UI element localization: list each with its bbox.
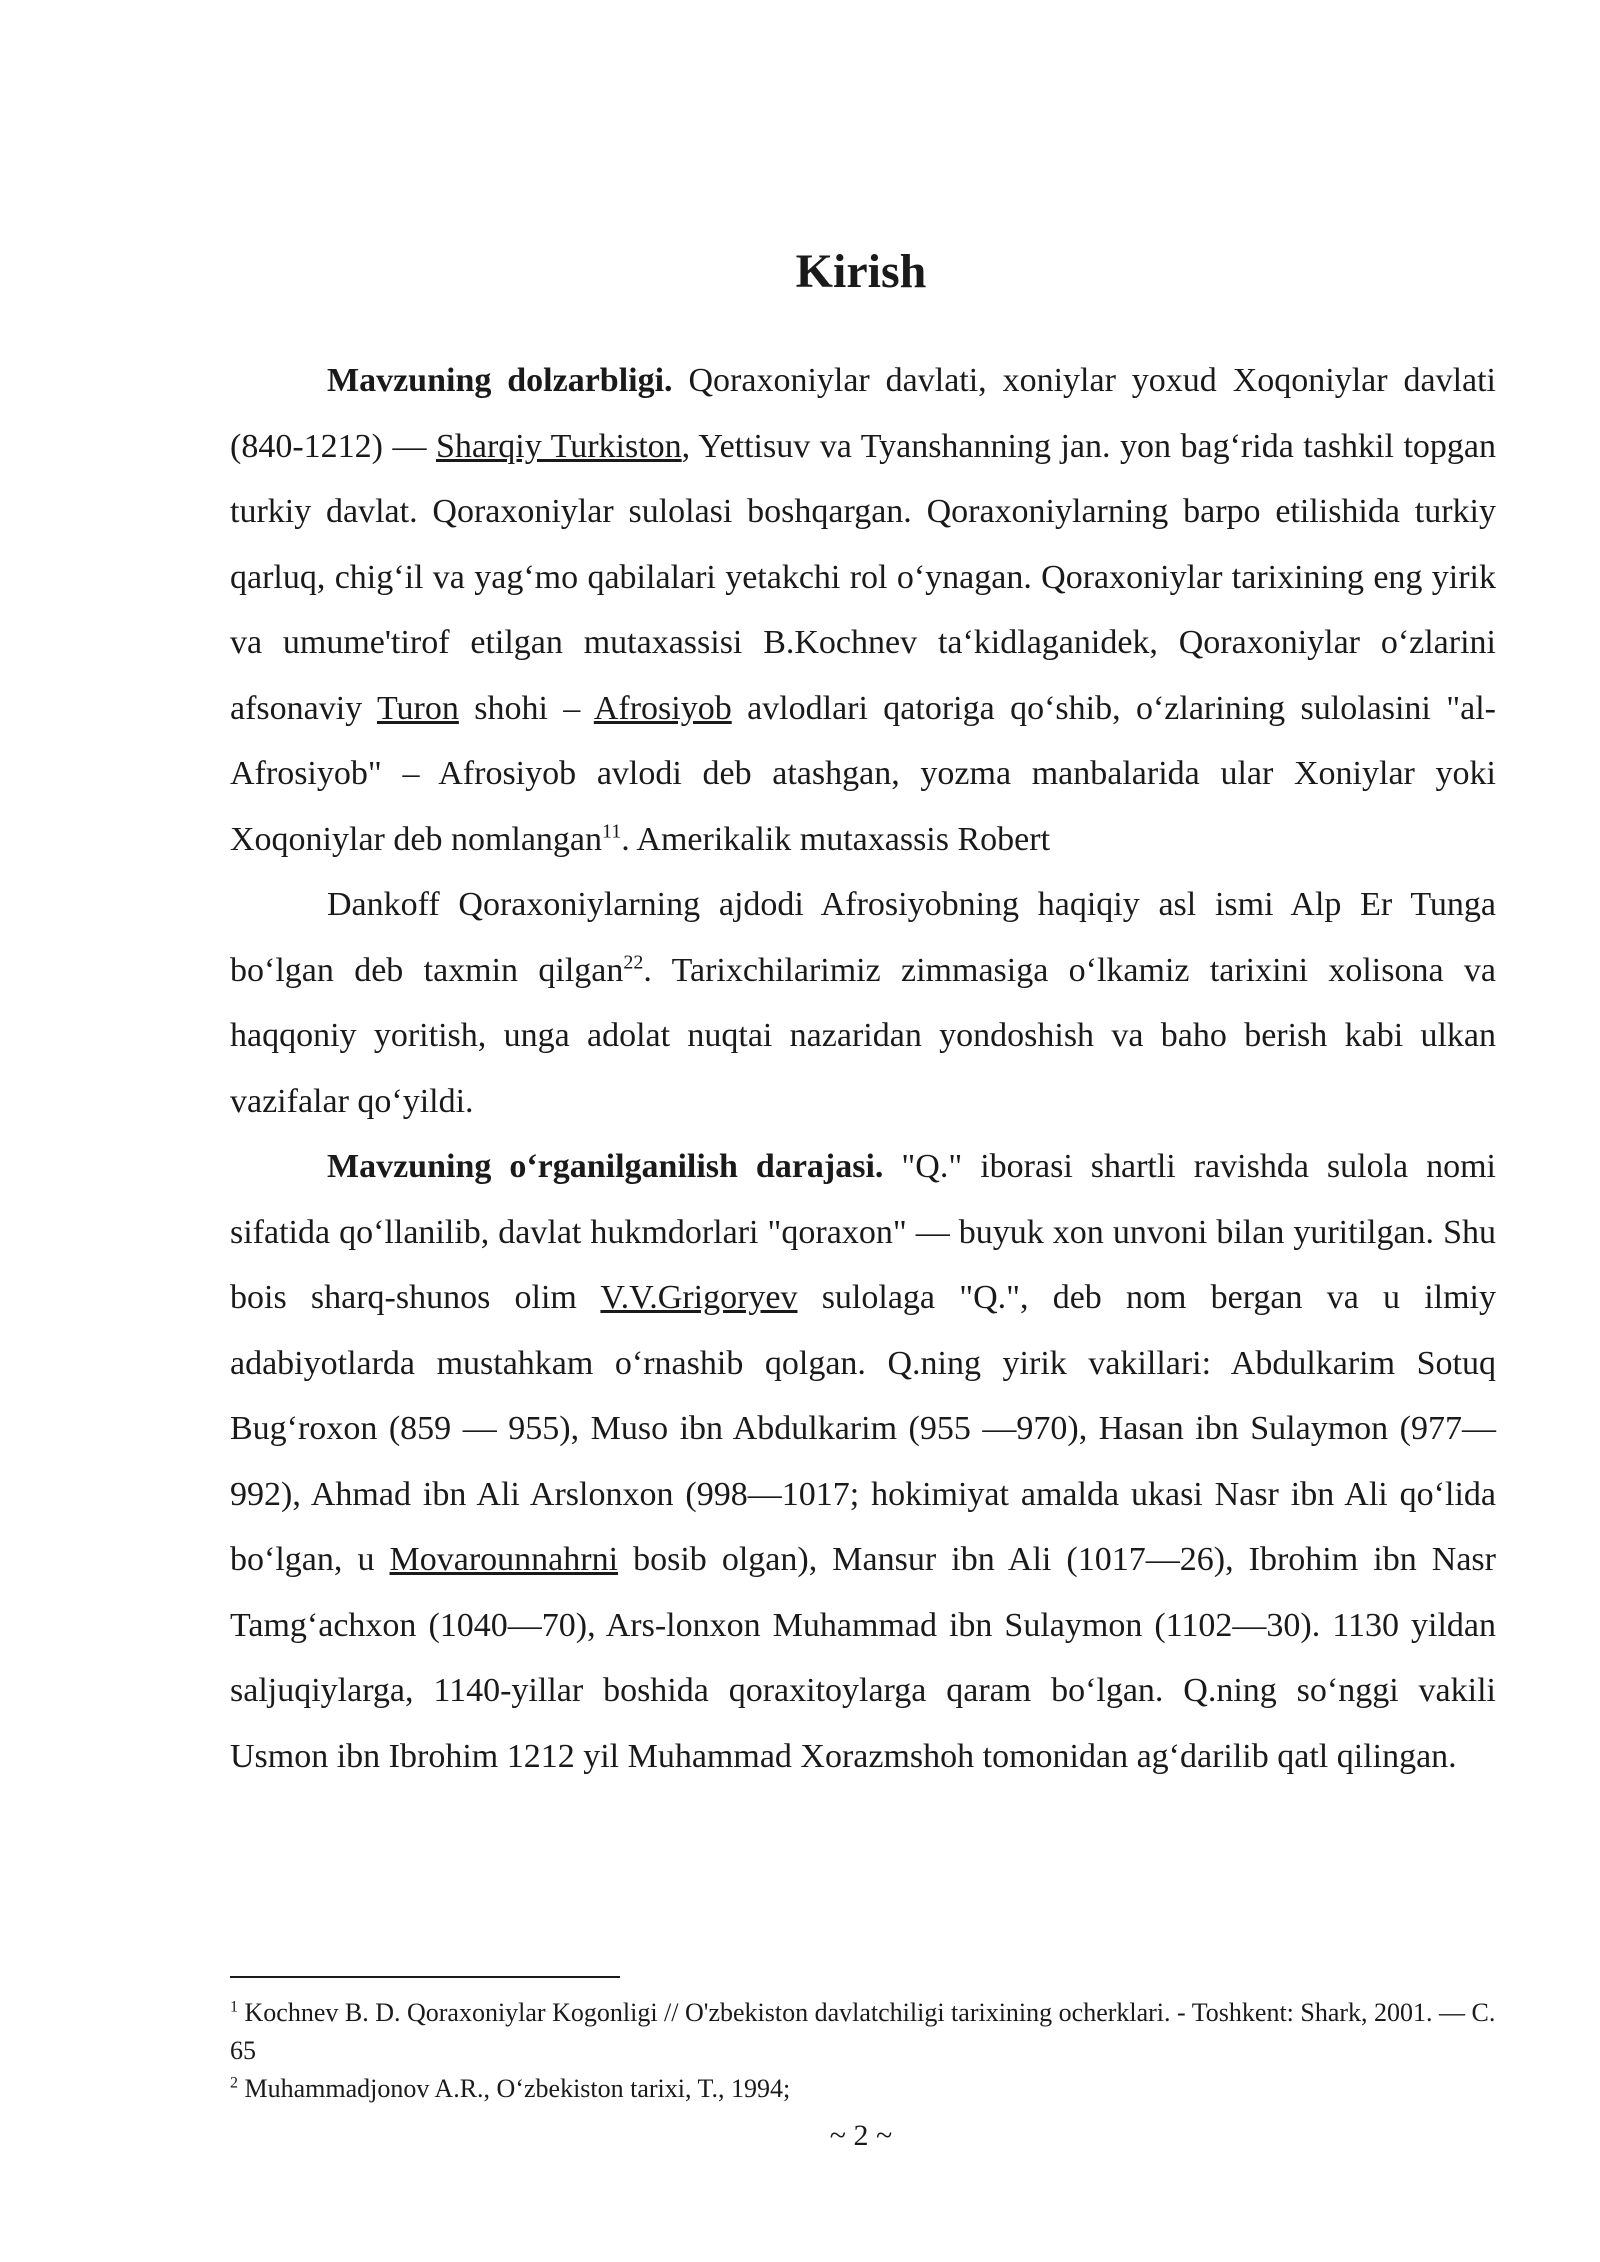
footnote-number: 2 bbox=[230, 2074, 238, 2092]
footnote-number: 1 bbox=[230, 1998, 238, 2016]
footnote-1 bbox=[230, 1994, 1496, 2070]
body-text bbox=[230, 348, 1496, 1789]
footnote-ref-1: 11 bbox=[602, 820, 622, 843]
footnote-text: Kochnev B. D. Qoraxoniylar Kogonligi // O'zbekiston davlatchiligi tarixining ocherklari. - Toshkent: Shark, 2001. — C. 65 bbox=[230, 1998, 1496, 2065]
link-sharqiy-turkiston[interactable]: Sharqiy Turkiston bbox=[435, 427, 682, 465]
text-run: . Tarixchilarimiz zimmasiga o‘lkamiz tarixini xolisona va haqqoniy yoritish, unga adolat nuqtai nazaridan yondoshish va baho berish kabi ulkan vazifalar qo‘yildi. bbox=[230, 951, 1496, 1120]
link-afrosiyob[interactable]: Afrosiyob bbox=[593, 689, 732, 727]
paragraph-relevance bbox=[230, 348, 1496, 872]
footnote-separator bbox=[230, 1976, 620, 1978]
text-run: sulolaga "Q.", deb nom bergan va u ilmiy adabiyotlarda mustahkam o‘rnashib qolgan. Q.ning yirik vakillari: Abdulkarim Sotuq Bug‘roxon (859 — 955), Muso ibn Abdulkarim (955 —970), Hasan ibn Sulaymon (977—992), Ahmad ibn Ali Arslonxon (998—1017; hokimiyat amalda ukasi Nasr ibn Ali qo‘lida bo‘lgan, u bbox=[230, 1279, 1496, 1578]
text-run: . Amerikalik mutaxassis Robert bbox=[621, 820, 1051, 858]
footnote-text: Muhammadjonov A.R., O‘zbekiston tarixi, T., 1994; bbox=[238, 2074, 791, 2103]
footnote-ref-2: 22 bbox=[623, 951, 644, 974]
page-number: ~ 2 ~ bbox=[829, 2119, 893, 2152]
text-run: bosib olgan), Mansur ibn Ali (1017—26), Ibrohim ibn Nasr Tamg‘achxon (1040—70), Ars-lonxon Muhammad ibn Sulaymon (1102—30). 1130 yildan saljuqiylarga, 1140-yillar boshida qoraxitoylarga qaram bo‘lgan. Q.ning so‘nggi vakili Usmon ibn Ibrohim 1212 yil Muhammad Xorazmshoh tomonidan ag‘darilib qatl qilingan. bbox=[230, 1541, 1496, 1775]
text-run: "Q." iborasi shartli ravishda sulola nomi sifatida qo‘llanilib, davlat hukmdorlari "qoraxon" — buyuk xon unvoni bilan yuritilgan. Shu bois sharq-shunos olim bbox=[230, 1148, 1496, 1316]
page-title: Kirish bbox=[795, 245, 927, 298]
link-turon[interactable]: Turon bbox=[376, 689, 459, 727]
paragraph-dankoff bbox=[230, 872, 1496, 1134]
footnotes bbox=[230, 1994, 1496, 2108]
text-run: shohi – bbox=[458, 689, 594, 727]
paragraph-study-level bbox=[230, 1134, 1496, 1789]
link-grigoryev[interactable]: V.V.Grigoryev bbox=[600, 1279, 798, 1316]
relevance-heading: Mavzuning dolzarbligi. bbox=[327, 362, 673, 399]
link-movarounnahr[interactable]: Movarounnahrni bbox=[389, 1541, 619, 1578]
text-run: avlodlari qatoriga qo‘shib, o‘zlarining sulolasini "al-Afrosiyob" – Afrosiyob avlodi deb atashgan, yozma manbalarida ular Xoniylar yoki Xoqoniylar deb nomlangan bbox=[230, 689, 1496, 858]
text-run: Dankoff Qoraxoniylarning ajdodi Afrosiyobning haqiqiy asl ismi Alp Er Tunga bo‘lgan deb taxmin qilgan bbox=[230, 886, 1496, 989]
text-run: , Yettisuv va Tyanshanning jan. yon bag‘rida tashkil topgan turkiy davlat. Qoraxoniylar sulolasi boshqargan. Qoraxoniylarning barpo etilishida turkiy qarluq, chig‘il va yag‘mo qabilalari yetakchi rol o‘ynagan. Qoraxoniylar tarixining eng yirik va umume'tirof etilgan mutaxassisi B.Kochnev ta‘kidlaganidek, Qoraxoniylar o‘zlarini afsonaviy bbox=[230, 427, 1496, 727]
study-level-heading: Mavzuning o‘rganilganilish darajasi. bbox=[327, 1148, 884, 1185]
text-run: Qoraxoniylar davlati, xoniylar yoxud Xoqoniylar davlati (840-1212) — bbox=[230, 362, 1497, 465]
footnote-2 bbox=[230, 2070, 1496, 2108]
